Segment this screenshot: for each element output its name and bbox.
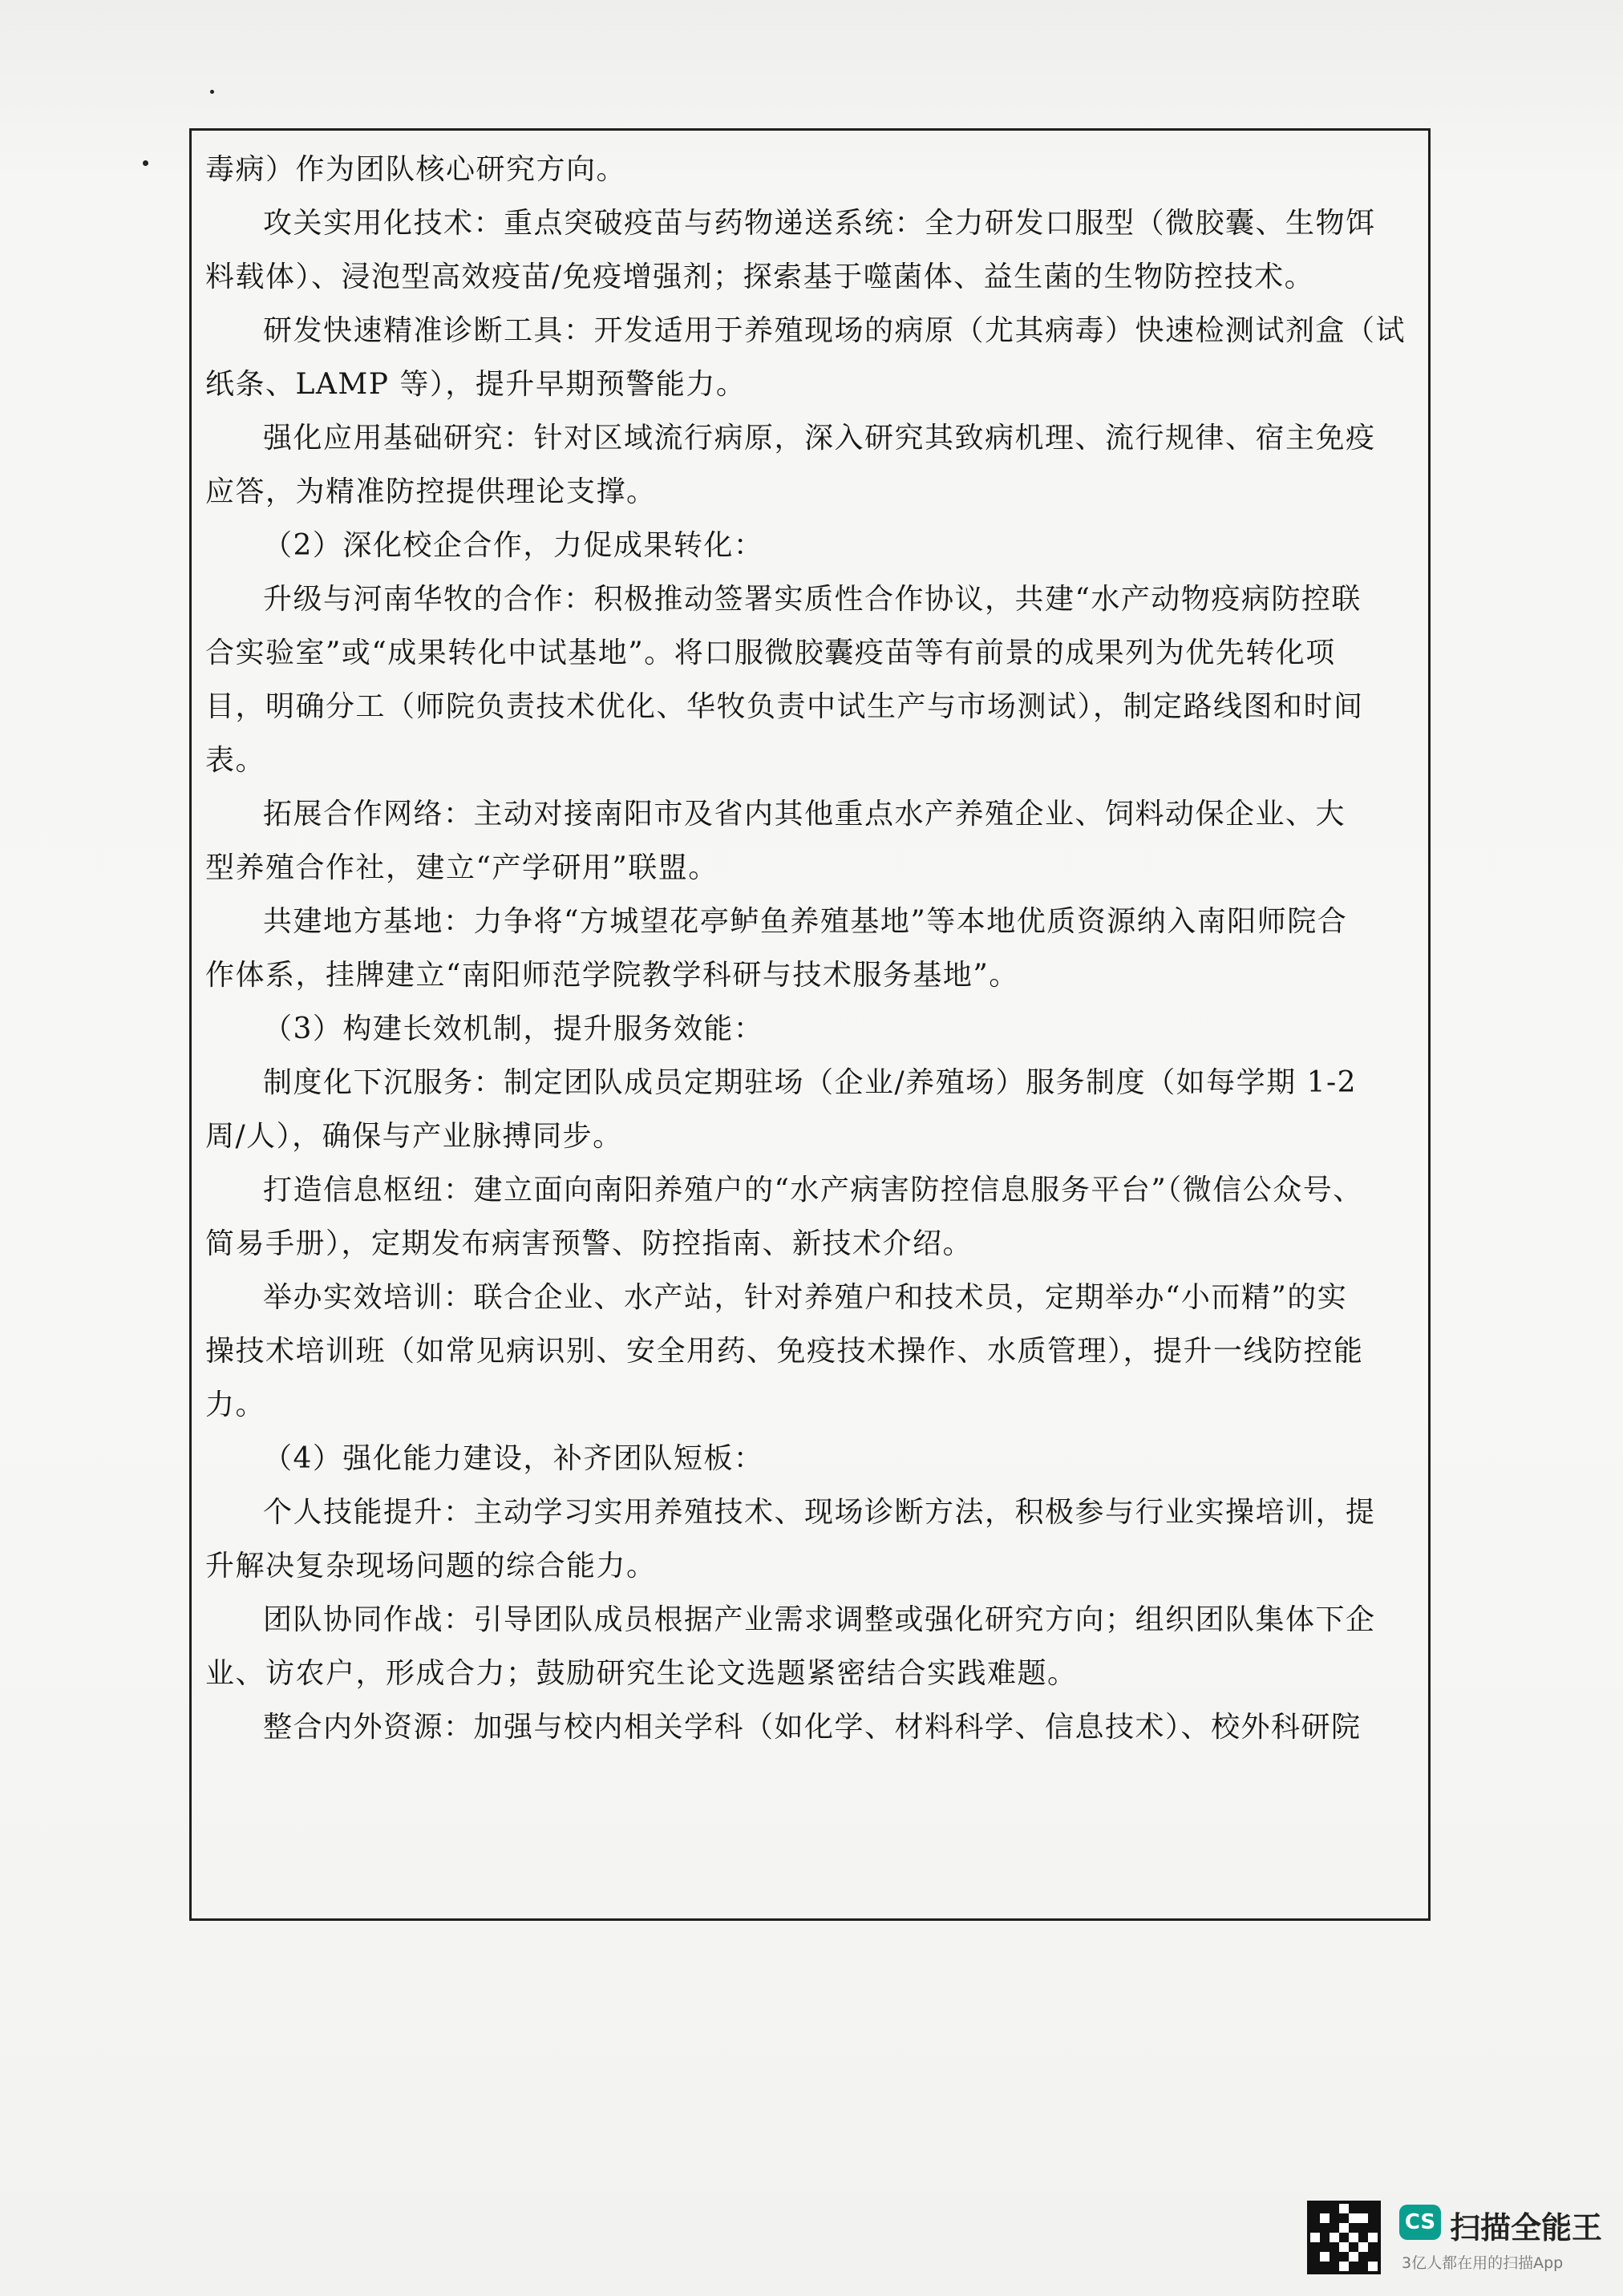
qr-module — [1320, 2204, 1330, 2213]
text-line: 应答，为精准防控提供理论支撑。 — [205, 475, 657, 508]
text-line: 周/人），确保与产业脉搏同步。 — [205, 1120, 623, 1153]
qr-module — [1358, 2242, 1368, 2252]
qr-module — [1339, 2252, 1349, 2262]
text-line: 表。 — [205, 744, 266, 777]
qr-module — [1330, 2204, 1339, 2213]
qr-module — [1358, 2204, 1368, 2213]
qr-module — [1320, 2252, 1330, 2262]
text-line: 料载体）、浸泡型高效疫苗/免疫增强剂；探索基于噬菌体、益生菌的生物防控技术。 — [205, 261, 1315, 293]
text-line: 毒病）作为团队核心研究方向。 — [205, 153, 627, 186]
text-line: 目，明确分工（师院负责技术优化、华牧负责中试生产与市场测试），制定路线图和时间 — [205, 690, 1364, 723]
text-line: 简易手册），定期发布病害预警、防控指南、新技术介绍。 — [205, 1227, 973, 1260]
text-line: 共建地方基地：力争将“方城望花亭鲈鱼养殖基地”等本地优质资源纳入南阳师院合 — [263, 905, 1348, 938]
margin-mark — [143, 160, 148, 166]
qr-module — [1349, 2223, 1358, 2233]
qr-module — [1358, 2252, 1368, 2262]
qr-module — [1320, 2233, 1330, 2242]
text-line: （4）强化能力建设，补齐团队短板： — [263, 1442, 764, 1475]
document-frame-bottom-rule — [189, 1918, 1431, 1921]
text-line: 拓展合作网络：主动对接南阳市及省内其他重点水产养殖企业、饲料动保企业、大 — [263, 798, 1346, 831]
qr-module — [1310, 2242, 1320, 2252]
qr-module — [1368, 2242, 1378, 2252]
text-line: 作体系，挂牌建立“南阳师范学院教学科研与技术服务基地”。 — [205, 959, 1019, 992]
qr-module — [1310, 2223, 1320, 2233]
qr-module — [1349, 2233, 1358, 2242]
qr-module — [1330, 2252, 1339, 2262]
text-line: 纸条、LAMP 等），提升早期预警能力。 — [205, 368, 747, 401]
qr-module — [1330, 2213, 1339, 2223]
qr-module — [1349, 2252, 1358, 2262]
qr-module — [1349, 2204, 1358, 2213]
qr-module — [1310, 2204, 1320, 2213]
margin-mark — [210, 90, 214, 94]
qr-module — [1358, 2262, 1368, 2271]
qr-module — [1368, 2252, 1378, 2262]
qr-module — [1339, 2213, 1349, 2223]
qr-module — [1330, 2242, 1339, 2252]
scanner-app-tagline: 3亿人都在用的扫描App — [1402, 2254, 1564, 2272]
text-line: 整合内外资源：加强与校内相关学科（如化学、材料科学、信息技术）、校外科研院 — [263, 1711, 1362, 1744]
qr-module — [1358, 2223, 1368, 2233]
qr-module — [1368, 2233, 1378, 2242]
qr-module — [1358, 2213, 1368, 2223]
scanner-app-name: 扫描全能王 — [1450, 2210, 1603, 2245]
qr-module — [1320, 2223, 1330, 2233]
qr-module — [1320, 2262, 1330, 2271]
qr-module — [1339, 2204, 1349, 2213]
qr-module — [1320, 2242, 1330, 2252]
text-line: 攻关实用化技术：重点突破疫苗与药物递送系统：全力研发口服型（微胶囊、生物饵 — [263, 207, 1376, 240]
text-line: 制度化下沉服务：制定团队成员定期驻场（企业/养殖场）服务制度（如每学期 1-2 — [263, 1066, 1358, 1099]
qr-module — [1368, 2262, 1378, 2271]
qr-module — [1310, 2213, 1320, 2223]
qr-module — [1310, 2262, 1320, 2271]
qr-module — [1330, 2233, 1339, 2242]
camscanner-logo-icon: CS — [1399, 2205, 1441, 2240]
text-line: 个人技能提升：主动学习实用养殖技术、现场诊断方法，积极参与行业实操培训，提 — [263, 1496, 1376, 1529]
text-line: 团队协同作战：引导团队成员根据产业需求调整或强化研究方向；组织团队集体下企 — [263, 1603, 1376, 1636]
document-body — [205, 143, 1418, 1754]
qr-module — [1368, 2213, 1378, 2223]
qr-module — [1349, 2262, 1358, 2271]
qr-module — [1349, 2242, 1358, 2252]
qr-module — [1330, 2262, 1339, 2271]
text-line: （2）深化校企合作，力促成果转化： — [263, 529, 764, 562]
text-line: 研发快速精准诊断工具：开发适用于养殖现场的病原（尤其病毒）快速检测试剂盒（试 — [263, 314, 1406, 347]
text-line: 举办实效培训：联合企业、水产站，针对养殖户和技术员，定期举办“小而精”的实 — [263, 1281, 1348, 1314]
qr-module — [1368, 2223, 1378, 2233]
text-line: 强化应用基础研究：针对区域流行病原，深入研究其致病机理、流行规律、宿主免疫 — [263, 422, 1376, 455]
qr-module — [1349, 2213, 1358, 2223]
qr-module — [1339, 2233, 1349, 2242]
text-line: 升解决复杂现场问题的综合能力。 — [205, 1550, 657, 1583]
text-line: 力。 — [205, 1389, 266, 1421]
text-line: （3）构建长效机制，提升服务效能： — [263, 1013, 764, 1045]
text-line: 打造信息枢纽：建立面向南阳养殖户的“水产病害防控信息服务平台”（微信公众号、 — [263, 1174, 1363, 1207]
text-line: 操技术培训班（如常见病识别、安全用药、免疫技术操作、水质管理），提升一线防控能 — [205, 1335, 1364, 1368]
text-line: 合实验室”或“成果转化中试基地”。将口服微胶囊疫苗等有前景的成果列为优先转化项 — [205, 637, 1336, 669]
qr-module — [1339, 2262, 1349, 2271]
text-line: 型养殖合作社，建立“产学研用”联盟。 — [205, 851, 718, 884]
qr-module — [1310, 2233, 1320, 2242]
text-line: 业、访农户，形成合力；鼓励研究生论文选题紧密结合实践难题。 — [205, 1657, 1078, 1690]
qr-module — [1358, 2233, 1368, 2242]
qr-module — [1310, 2252, 1320, 2262]
qr-code-icon — [1307, 2201, 1381, 2274]
qr-module — [1368, 2204, 1378, 2213]
qr-module — [1330, 2223, 1339, 2233]
text-line: 升级与河南华牧的合作：积极推动签署实质性合作协议，共建“水产动物疫病防控联 — [263, 583, 1362, 616]
qr-module — [1320, 2213, 1330, 2223]
qr-module — [1339, 2223, 1349, 2233]
qr-module — [1339, 2242, 1349, 2252]
